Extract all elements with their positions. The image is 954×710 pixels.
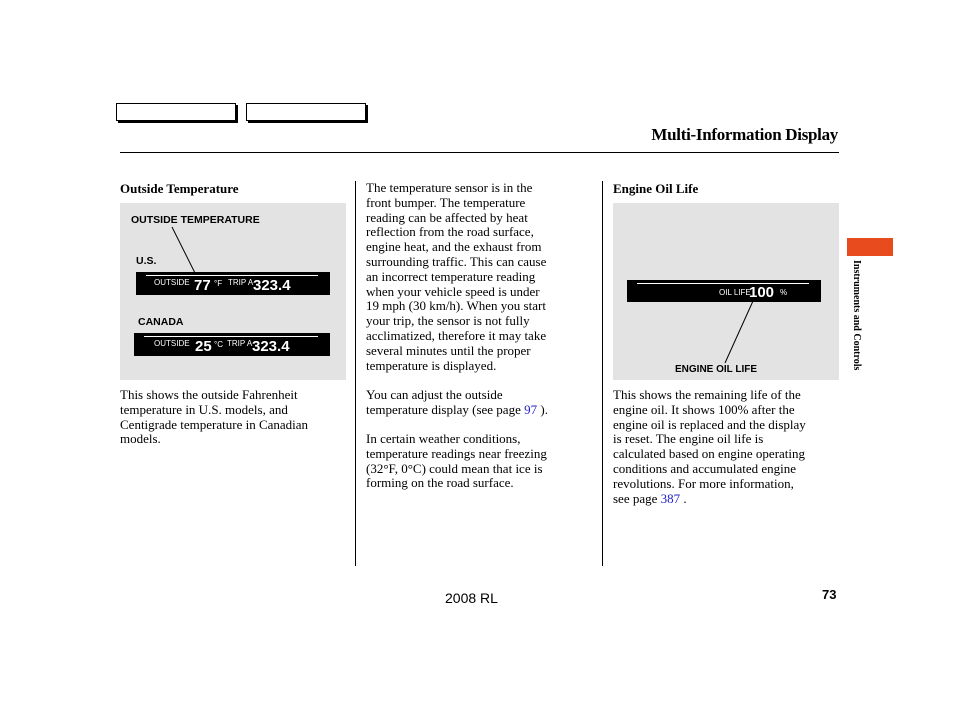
weather-paragraph <box>366 432 598 491</box>
column-divider-2 <box>602 181 603 566</box>
header-rule <box>120 152 839 153</box>
nav-box-next[interactable] <box>246 103 366 121</box>
text-line: You can adjust the outside <box>366 387 503 402</box>
page-97-link[interactable]: 97 <box>524 401 538 417</box>
text-line: reading can be affected by heat <box>366 209 528 225</box>
oil-life-label: OIL LIFE <box>719 288 751 297</box>
oil-life-value: 100 <box>749 284 775 301</box>
outside-temperature-figure <box>120 203 346 380</box>
text-line: surrounding traffic. This can cause <box>366 253 547 269</box>
text-line: engine heat, and the exhaust from <box>366 239 542 255</box>
adjust-paragraph <box>366 388 598 418</box>
us-temperature-display <box>136 272 330 295</box>
footer-model: 2008 RL <box>445 590 498 606</box>
nav-box-back[interactable] <box>116 103 236 121</box>
text-line: (32°F, 0°C) could mean that ice is <box>366 460 543 476</box>
page-title: Multi-Information Display <box>651 125 838 144</box>
section-tab[interactable] <box>847 238 893 256</box>
text-line <box>366 403 598 418</box>
text-fragment: see page <box>613 490 661 506</box>
section-label: Instruments and Controls <box>851 260 862 371</box>
engine-oil-life-heading: Engine Oil Life <box>613 181 699 196</box>
text-line: This shows the outside Fahrenheit <box>120 387 298 402</box>
text-line: temperature readings near freezing <box>366 445 547 461</box>
text-line: conditions and accumulated engine <box>613 460 797 476</box>
page-number: 73 <box>822 587 837 602</box>
canada-label: CANADA <box>138 316 184 328</box>
text-line: engine oil. It shows 100% after the <box>613 401 795 417</box>
us-label: U.S. <box>136 255 157 267</box>
text-line: engine oil is replaced and the display <box>613 416 806 432</box>
oil-life-unit: % <box>780 288 788 297</box>
canada-temperature-display <box>134 333 330 356</box>
text-line: your trip, the sensor is not fully <box>366 313 530 329</box>
text-line <box>613 492 845 507</box>
us-temp-value: 77 <box>194 277 211 294</box>
text-line: forming on the road surface. <box>366 475 514 491</box>
us-trip-value: 323.4 <box>253 277 291 294</box>
text-line: is reset. The engine oil life is <box>613 431 764 447</box>
outside-temperature-text <box>120 388 350 447</box>
text-line: front bumper. The temperature <box>366 194 526 210</box>
oil-callout-line <box>613 203 839 380</box>
text-line: This shows the remaining life of the <box>613 387 801 402</box>
text-line: 19 mph (30 km/h). When you start <box>366 298 546 314</box>
text-line: The temperature sensor is in the <box>366 180 533 195</box>
text-fragment: temperature display (see page <box>366 401 525 417</box>
text-line: temperature in U.S. models, and <box>120 401 288 417</box>
ca-trip-value: 323.4 <box>252 338 290 355</box>
text-line: calculated based on engine operating <box>613 446 806 462</box>
text-fragment: . <box>680 490 687 506</box>
ca-temp-value: 25 <box>195 338 212 355</box>
us-temp-unit: °F <box>214 279 223 288</box>
oil-life-text <box>613 388 845 506</box>
engine-oil-life-callout: ENGINE OIL LIFE <box>675 364 758 375</box>
engine-oil-life-figure <box>613 203 839 380</box>
text-line: In certain weather conditions, <box>366 431 521 446</box>
text-line: revolutions. For more information, <box>613 475 794 491</box>
text-line: when your vehicle speed is under <box>366 283 540 299</box>
text-line: several minutes until the proper <box>366 342 531 358</box>
text-line: acclimatized, therefore it may take <box>366 327 547 343</box>
text-line: an incorrect temperature reading <box>366 268 536 284</box>
us-trip-label: TRIP A <box>228 278 254 287</box>
ca-outside-text: OUTSIDE <box>154 339 190 348</box>
sensor-paragraph <box>366 181 598 373</box>
page-387-link[interactable]: 387 <box>660 490 681 506</box>
text-fragment: ). <box>537 401 548 417</box>
text-line: models. <box>120 431 161 447</box>
ca-trip-label: TRIP A <box>227 339 253 348</box>
us-outside-text: OUTSIDE <box>154 278 190 287</box>
text-line: temperature is displayed. <box>366 357 497 373</box>
text-line: reflection from the road surface, <box>366 224 534 240</box>
ca-temp-unit: °C <box>214 340 223 349</box>
column-divider-1 <box>355 181 356 566</box>
text-line: Centigrade temperature in Canadian <box>120 416 309 432</box>
outside-temperature-callout: OUTSIDE TEMPERATURE <box>131 214 260 226</box>
outside-temperature-heading: Outside Temperature <box>120 181 239 196</box>
